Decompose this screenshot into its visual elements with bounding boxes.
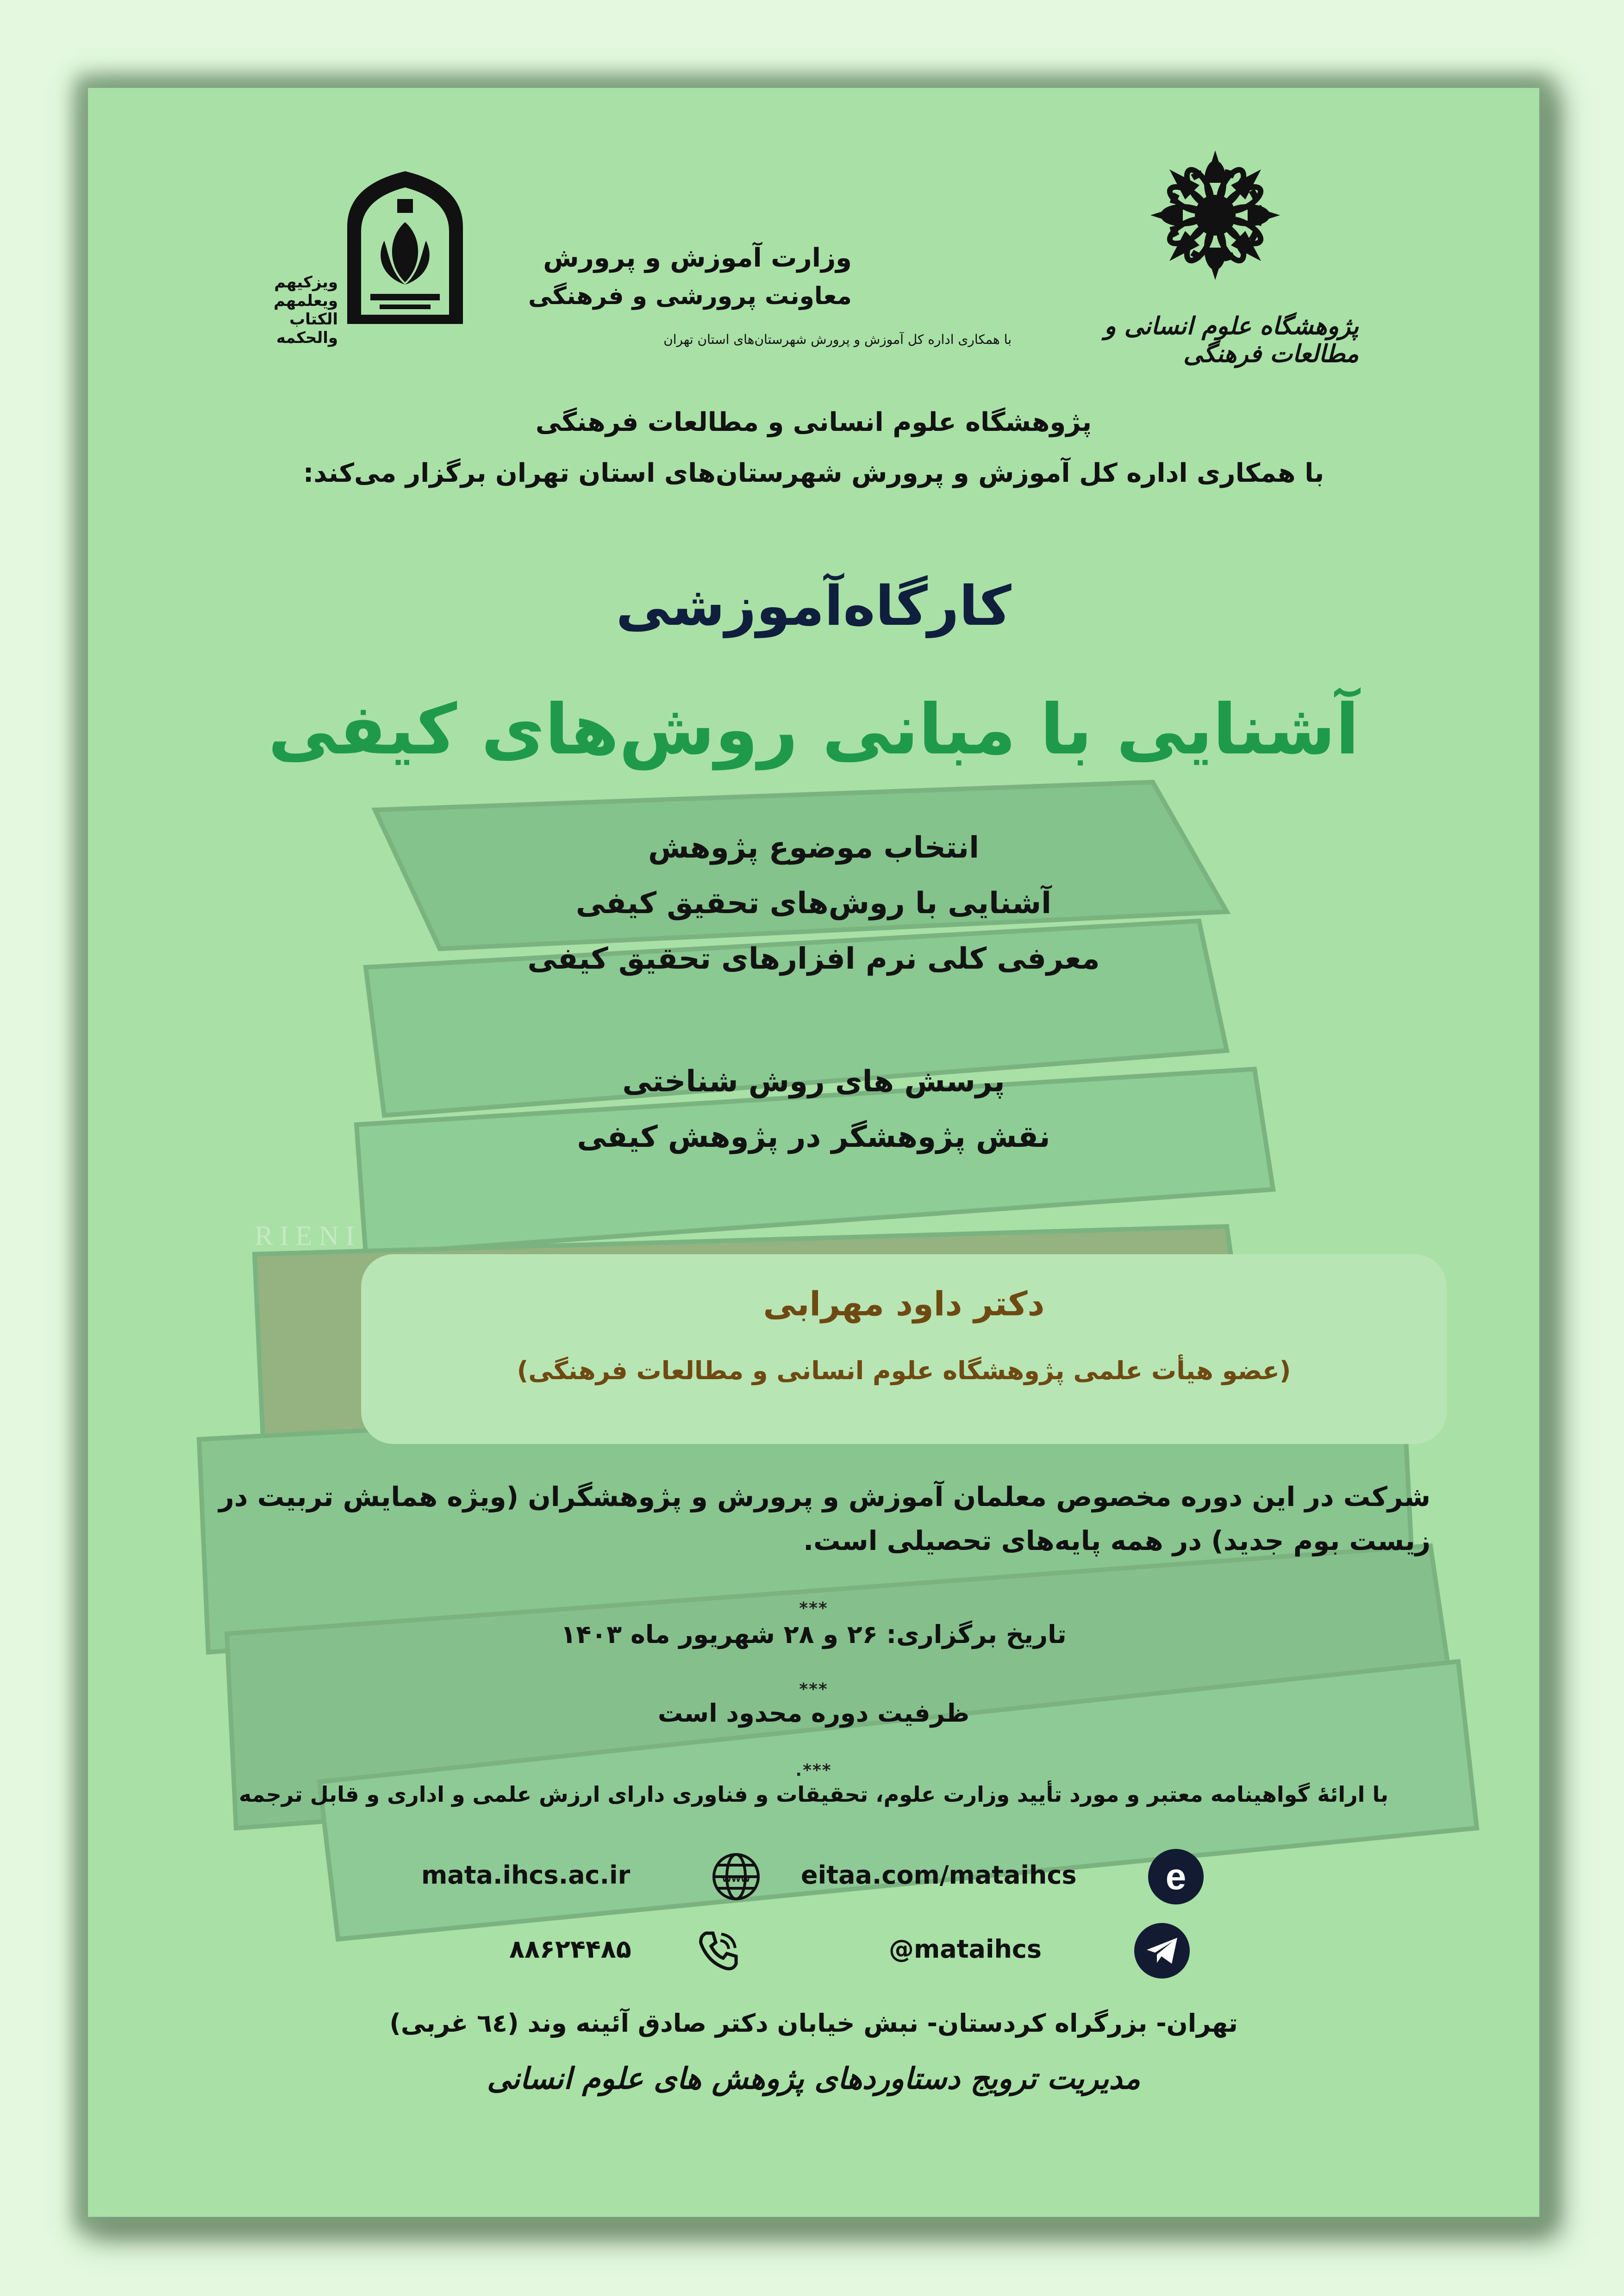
eitaa-contact[interactable] (782, 1847, 1222, 1907)
certificate-note: با ارائهٔ گواهینامه معتبر و مورد تأیید وزارت علوم، تحقیقات و فناوری دارای ارزش علمی و اداری و قابل ترجمه (239, 1782, 1388, 1807)
separator: *** (799, 1680, 828, 1699)
motto-line: ویزکیهم (274, 273, 338, 292)
phone-text: ۸۸۶۲۴۴۸۵ (509, 1935, 631, 1964)
topic-item: آشنایی با روش‌های تحقیق کیفی (575, 886, 1052, 921)
topic-item: پرسش های روش شناختی (622, 1064, 1005, 1099)
ministry-emblem-icon (343, 167, 468, 324)
event-date: تاریخ برگزاری: ۲۶ و ۲۸ شهریور ماه ۱۴۰۳ (561, 1620, 1067, 1649)
cooperation-line: با همکاری اداره کل آموزش و پرورش شهرستان‌های استان تهران برگزار می‌کند: (303, 458, 1324, 488)
address: تهران- بزرگراه کردستان- نبش خیابان دکتر صادق آئینه وند (٦٤ غربی) (389, 2009, 1238, 2038)
svg-text:www: www (722, 1871, 750, 1885)
website-contact[interactable] (412, 1847, 829, 1907)
globe-icon (708, 1851, 764, 1902)
separator: *** (799, 1599, 828, 1618)
topic-item: معرفی کلی نرم افزارهای تحقیق کیفی (527, 942, 1100, 976)
topic-item: نقش پژوهشگر در پژوهش کیفی (577, 1120, 1050, 1154)
capacity-note: ظرفیت دوره محدود است (657, 1699, 970, 1728)
participation-line: زیست بوم جدید) در همه پایه‌های تحصیلی است. (803, 1525, 1430, 1556)
motto-line: والحکمه (276, 329, 338, 347)
motto-line: ویعلمهم (274, 292, 338, 310)
poster (88, 88, 1539, 2217)
book-spine-text: RIENI (255, 1220, 361, 1251)
motto-line: الکتاب (289, 310, 338, 329)
eitaa-icon: e (1148, 1849, 1204, 1904)
telegram-text: @mataihcs (889, 1935, 1042, 1964)
workshop-label: کارگاه‌آموزشی (616, 574, 1012, 638)
ihcs-emblem-icon (1148, 148, 1282, 282)
speaker-card (361, 1254, 1447, 1444)
organizer-line: پژوهشگاه علوم انسانی و مطالعات فرهنگی (535, 407, 1092, 437)
website-text: mata.ihcs.ac.ir (421, 1860, 631, 1890)
ministry-name: وزارت آموزش و پرورش (543, 243, 852, 273)
ministry-deputy: معاونت پرورشی و فرهنگی (528, 282, 852, 310)
ministry-motto (264, 273, 338, 347)
separator: .*** (795, 1761, 832, 1780)
telegram-contact[interactable] (875, 1921, 1199, 1981)
speaker-affiliation: (عضو هیأت علمی پژوهشگاه علوم انسانی و مطالعات فرهنگی) (517, 1356, 1291, 1385)
paper-plane-icon (1145, 1936, 1179, 1966)
eitaa-text: eitaa.com/mataihcs (801, 1860, 1077, 1890)
ihcs-cooperation-text: با همکاری اداره کل آموزش و پرورش شهرستان‌های استان تهران (663, 332, 1012, 347)
speaker-name: دکتر داود مهرابی (763, 1284, 1045, 1323)
telegram-icon (1134, 1923, 1190, 1979)
workshop-title: آشنایی با مبانی روش‌های کیفی (268, 690, 1360, 770)
ihcs-logo-name: پژوهشگاه علوم انسانی و مطالعات فرهنگی (1104, 312, 1359, 368)
phone-contact[interactable] (491, 1921, 815, 1981)
topic-item: انتخاب موضوع پژوهش (648, 831, 980, 865)
footer-department: مدیریت ترویج دستاوردهای پژوهش های علوم انسانی (487, 2062, 1141, 2096)
phone-icon (694, 1928, 741, 1974)
participation-line: شرکت در این دوره مخصوص معلمان آموزش و پرورش و پژوهشگران (ویژه همایش تربیت در (219, 1481, 1430, 1512)
